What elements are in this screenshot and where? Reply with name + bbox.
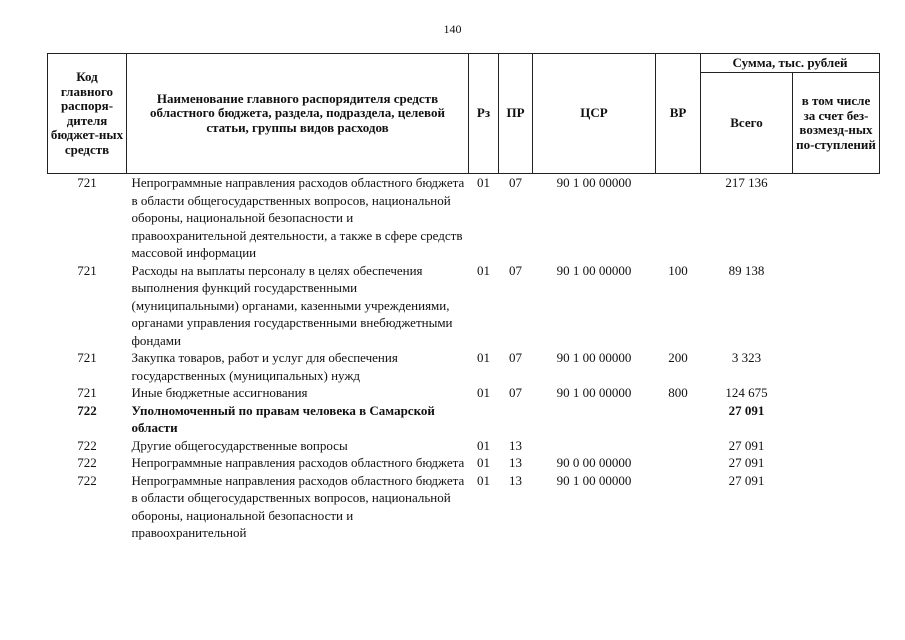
cell-code: 721 bbox=[77, 175, 97, 190]
table-row bbox=[48, 262, 880, 350]
cell-pr: 07 bbox=[509, 350, 522, 365]
cell-code: 721 bbox=[77, 385, 97, 400]
cell-csr: 90 1 00 00000 bbox=[556, 262, 632, 278]
table-row bbox=[48, 349, 880, 384]
header-vr: ВР bbox=[656, 54, 701, 174]
cell-name: Непрограммные направления расходов областного бюджета в области общегосударственных вопросов, национальной обороны, национальной безопасности и правоохранительной bbox=[131, 472, 465, 540]
cell-pr: 13 bbox=[509, 437, 522, 453]
table-row bbox=[48, 402, 880, 437]
cell-name: Другие общегосударственные вопросы bbox=[131, 437, 348, 453]
cell-csr: 90 1 00 00000 bbox=[556, 472, 632, 488]
cell-pr: 07 bbox=[509, 262, 522, 278]
header-total: Всего bbox=[701, 73, 793, 174]
cell-rz: 01 bbox=[477, 437, 490, 453]
cell-vr bbox=[656, 402, 701, 437]
cell-code: 722 bbox=[77, 455, 97, 470]
cell-free bbox=[793, 384, 880, 402]
header-code: Код главного распоря-дителя бюджет-ных средств bbox=[48, 54, 127, 174]
header-sum: Сумма, тыс. рублей bbox=[701, 54, 880, 73]
cell-pr: 13 bbox=[509, 472, 522, 488]
table-body bbox=[48, 174, 880, 542]
cell-pr: 07 bbox=[509, 175, 522, 190]
header-csr: ЦСР bbox=[533, 54, 656, 174]
cell-code: 722 bbox=[77, 437, 97, 453]
cell-total: 27 091 bbox=[728, 472, 765, 488]
cell-csr: 90 1 00 00000 bbox=[556, 350, 632, 365]
cell-vr bbox=[656, 472, 701, 542]
cell-total: 89 138 bbox=[728, 262, 765, 278]
cell-vr bbox=[656, 454, 701, 472]
table-header bbox=[48, 54, 880, 174]
header-name: Наименование главного распорядителя средств областного бюджета, раздела, подраздела, целевой статьи, группы видов расходов bbox=[127, 54, 469, 174]
cell-total: 3 323 bbox=[731, 350, 762, 365]
table-row bbox=[48, 454, 880, 472]
cell-total: 124 675 bbox=[725, 385, 768, 400]
cell-name: Иные бюджетные ассигнования bbox=[131, 385, 308, 400]
cell-code: 721 bbox=[77, 262, 97, 278]
cell-rz: 01 bbox=[477, 262, 490, 278]
cell-total: 217 136 bbox=[725, 175, 768, 190]
table-row bbox=[48, 174, 880, 262]
cell-code: 722 bbox=[77, 402, 97, 418]
header-pr: ПР bbox=[499, 54, 533, 174]
cell-free bbox=[793, 402, 880, 437]
cell-total: 27 091 bbox=[728, 402, 765, 418]
cell-name: Закупка товаров, работ и услуг для обеспечения государственных (муниципальных) нужд bbox=[131, 350, 398, 383]
cell-pr: 07 bbox=[509, 385, 522, 400]
cell-csr bbox=[533, 437, 656, 455]
cell-csr: 90 1 00 00000 bbox=[556, 385, 632, 400]
cell-vr bbox=[656, 437, 701, 455]
cell-csr: 90 1 00 00000 bbox=[556, 175, 632, 190]
cell-vr bbox=[656, 174, 701, 262]
cell-code: 721 bbox=[77, 350, 97, 365]
cell-rz: 01 bbox=[477, 472, 490, 488]
cell-pr bbox=[499, 402, 533, 437]
cell-free bbox=[793, 262, 880, 350]
table-row bbox=[48, 384, 880, 402]
cell-free bbox=[793, 174, 880, 262]
cell-free bbox=[793, 454, 880, 472]
table-row bbox=[48, 437, 880, 455]
cell-rz: 01 bbox=[477, 350, 490, 365]
cell-rz bbox=[469, 402, 499, 437]
cell-name: Расходы на выплаты персоналу в целях обеспечения выполнения функций государственными (муниципальными) органами, казенными учреждениями, органами управления государственными внебюджетными фондами bbox=[131, 262, 453, 348]
cell-free bbox=[793, 437, 880, 455]
cell-csr: 90 0 00 00000 bbox=[556, 455, 632, 470]
cell-free bbox=[793, 349, 880, 384]
cell-vr: 800 bbox=[668, 385, 688, 400]
header-rz: Рз bbox=[469, 54, 499, 174]
cell-csr bbox=[533, 402, 656, 437]
cell-pr: 13 bbox=[509, 455, 522, 470]
budget-table bbox=[47, 53, 880, 542]
header-free: в том числе за счет без-возмезд-ных по-ступлений bbox=[793, 73, 880, 174]
cell-total: 27 091 bbox=[728, 437, 765, 453]
cell-vr: 100 bbox=[668, 262, 688, 278]
cell-rz: 01 bbox=[477, 385, 490, 400]
cell-total: 27 091 bbox=[728, 455, 765, 470]
cell-rz: 01 bbox=[477, 455, 490, 470]
cell-name: Уполномоченный по правам человека в Самарской области bbox=[131, 402, 435, 435]
cell-vr: 200 bbox=[668, 350, 688, 365]
table-row bbox=[48, 472, 880, 542]
cell-code: 722 bbox=[77, 472, 97, 488]
cell-name: Непрограммные направления расходов областного бюджета bbox=[131, 455, 465, 470]
cell-name: Непрограммные направления расходов областного бюджета в области общегосударственных вопросов, национальной обороны, национальной безопасности и правоохранительной деятельности, а также в сфере средств массовой информации bbox=[131, 175, 465, 260]
cell-rz: 01 bbox=[477, 175, 490, 190]
cell-free bbox=[793, 472, 880, 542]
page-number: 140 bbox=[443, 22, 462, 36]
